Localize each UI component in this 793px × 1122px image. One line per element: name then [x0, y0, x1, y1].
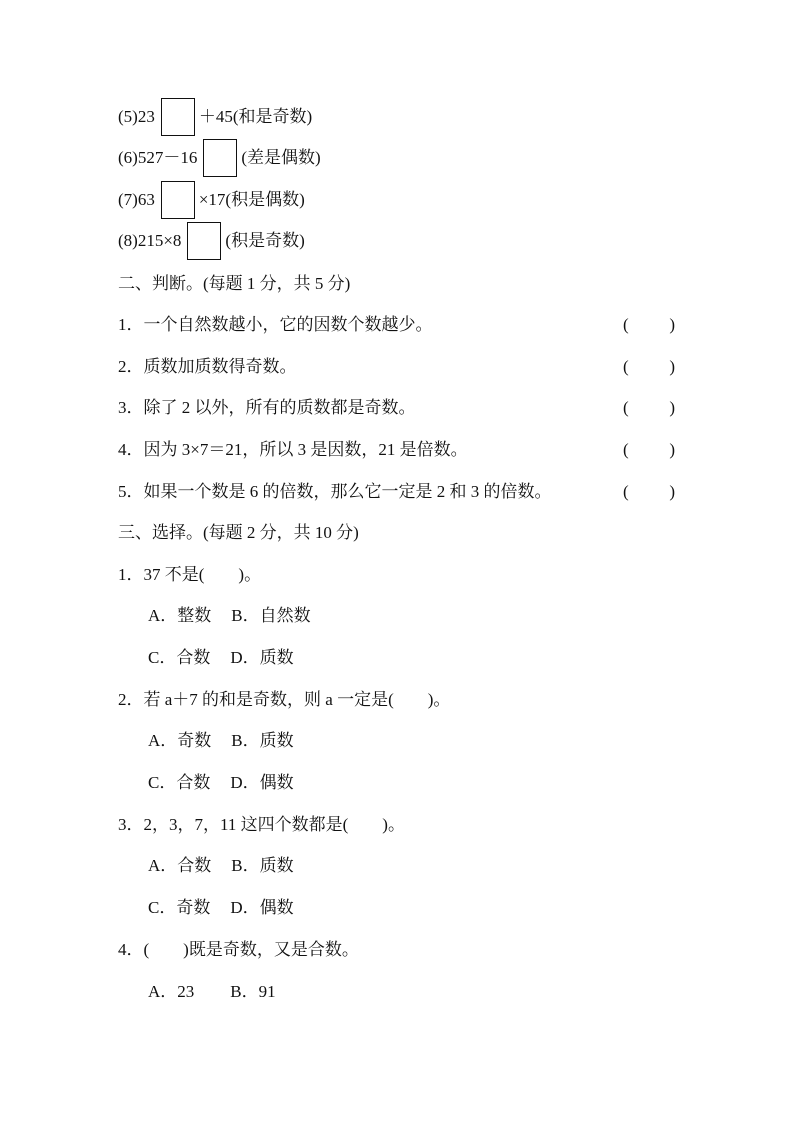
- option-c[interactable]: C．奇数: [148, 898, 211, 917]
- option-a[interactable]: A．奇数: [148, 731, 212, 750]
- answer-box[interactable]: [203, 139, 237, 177]
- option-b[interactable]: B．91: [230, 982, 276, 1001]
- option-a[interactable]: A．整数: [148, 606, 212, 625]
- section-title-judge: 二、判断。(每题 1 分，共 5 分): [118, 274, 351, 293]
- fill-item-text: (积是奇数): [225, 231, 305, 250]
- fill-item-text: ×17(积是偶数): [198, 190, 305, 209]
- fill-item-text: (5)23: [118, 107, 155, 126]
- options-row: [148, 605, 311, 627]
- option-b[interactable]: B．质数: [231, 856, 294, 875]
- judge-item-2: 2．质数加质数得奇数。: [118, 357, 297, 376]
- fill-item-text: ＋45(和是奇数): [198, 107, 313, 126]
- option-d[interactable]: D．质数: [230, 648, 294, 667]
- judge-item-1: 1．一个自然数越小，它的因数个数越少。: [118, 315, 433, 334]
- option-c[interactable]: C．合数: [148, 648, 211, 667]
- option-d[interactable]: D．偶数: [230, 773, 294, 792]
- section-title-choice: 三、选择。(每题 2 分，共 10 分): [118, 523, 359, 542]
- fill-item-7: [118, 181, 305, 219]
- answer-box[interactable]: [161, 181, 195, 219]
- answer-box[interactable]: [187, 222, 221, 260]
- answer-paren[interactable]: ( ): [623, 482, 675, 501]
- option-b[interactable]: B．自然数: [231, 606, 311, 625]
- fill-item-8: [118, 222, 305, 260]
- judge-item-3: 3．除了 2 以外，所有的质数都是奇数。: [118, 398, 416, 417]
- fill-item-text: (8)215×8: [118, 231, 182, 250]
- option-a[interactable]: A．23: [148, 982, 195, 1001]
- option-a[interactable]: A．合数: [148, 856, 212, 875]
- options-row: [148, 855, 294, 877]
- choice-question-2: 2．若 a＋7 的和是奇数，则 a 一定是( )。: [118, 690, 451, 709]
- judge-item-4: 4．因为 3×7＝21，所以 3 是因数，21 是倍数。: [118, 440, 468, 459]
- choice-question-1: 1．37 不是( )。: [118, 565, 262, 584]
- options-row: [148, 730, 294, 752]
- option-c[interactable]: C．合数: [148, 773, 211, 792]
- fill-item-text: (6)527－16: [118, 148, 198, 167]
- answer-paren[interactable]: ( ): [623, 315, 675, 334]
- answer-paren[interactable]: ( ): [623, 357, 675, 376]
- options-row: [148, 772, 294, 794]
- fill-item-text: (差是偶数): [241, 148, 321, 167]
- choice-question-4: 4．( )既是奇数，又是合数。: [118, 940, 359, 959]
- fill-item-6: [118, 139, 321, 177]
- fill-item-5: [118, 98, 312, 136]
- option-b[interactable]: B．质数: [231, 731, 294, 750]
- answer-paren[interactable]: ( ): [623, 398, 675, 417]
- answer-box[interactable]: [161, 98, 195, 136]
- choice-question-3: 3．2，3，7，11 这四个数都是( )。: [118, 815, 405, 834]
- options-row: [148, 647, 294, 669]
- option-d[interactable]: D．偶数: [230, 898, 294, 917]
- answer-paren[interactable]: ( ): [623, 440, 675, 459]
- fill-item-text: (7)63: [118, 190, 155, 209]
- options-row: [148, 897, 294, 919]
- judge-item-5: 5．如果一个数是 6 的倍数，那么它一定是 2 和 3 的倍数。: [118, 482, 552, 501]
- options-row: [148, 981, 276, 1003]
